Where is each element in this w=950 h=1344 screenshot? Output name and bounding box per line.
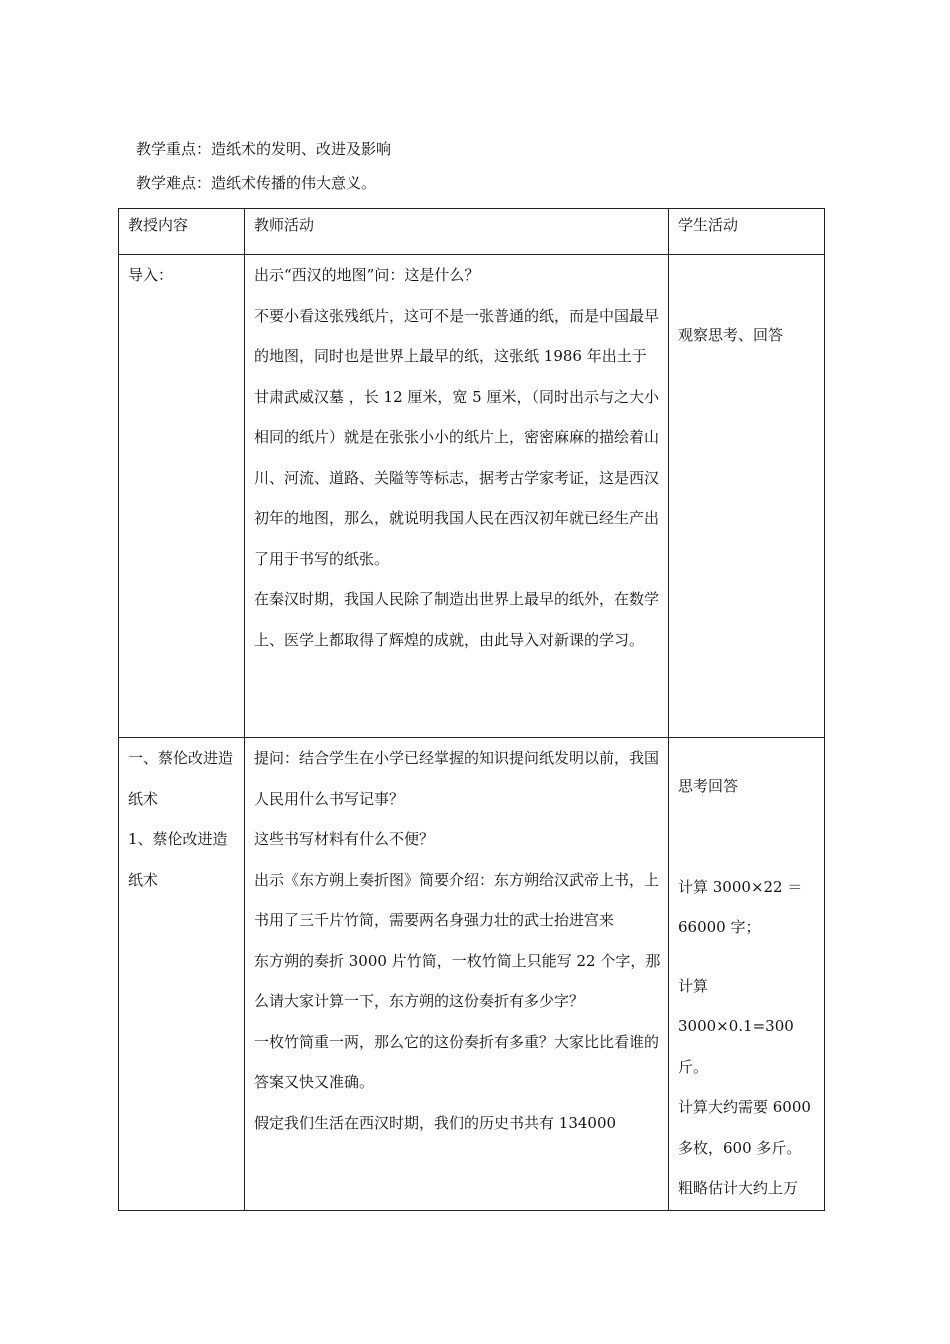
- column-header-content: 教授内容: [119, 209, 245, 255]
- student-text: 计算 3000×22 ＝66000 字；: [678, 877, 803, 936]
- table-row: [119, 255, 825, 738]
- teacher-text: 出示《东方朔上奏折图》简要介绍：东方朔给汉武帝上书，上书用了三千片竹简，需要两名身强力壮的武士抬进宫来: [254, 870, 660, 929]
- teacher-text: 提问：结合学生在小学已经掌握的知识提问纸发明以前，我国人民用什么书写记事？: [254, 749, 660, 808]
- lesson-plan-table: [118, 208, 825, 1211]
- teacher-cell: [245, 738, 669, 1211]
- teacher-text: 假定我们生活在西汉时期，我们的历史书共有 134000: [254, 1113, 617, 1132]
- table-row: [119, 738, 825, 1211]
- content-text: 一、蔡伦改进造纸术: [128, 749, 234, 808]
- column-header-student: 学生活动: [669, 209, 825, 255]
- student-text: 计算大约需要 6000 多枚，600 多斤。: [678, 1098, 811, 1157]
- table-header-row: [119, 209, 825, 255]
- column-header-teacher: 教师活动: [245, 209, 669, 255]
- content-text: 导入：: [128, 266, 174, 284]
- teaching-difficulty: 教学难点：造纸术传播的伟大意义。: [136, 174, 377, 192]
- teacher-text: 出示“西汉的地图”问：这是什么？: [254, 266, 480, 284]
- teacher-text: 不要小看这张残纸片，这可不是一张普通的纸，而是中国最早的地图，同时也是世界上最早的纸，这张纸 1986 年出土于甘肃武威汉墓 ，长 12 厘米，宽 5 厘米，（同时出示与之大小相同的纸片）就是在张张小小的纸片上，密密麻麻的描绘着山川、河流、道路、关隘等等标志，据考古学家考证，这是西汉初年的地图，那么，就说明我国人民在西汉初年就已经生产出了用于书写的纸张。: [254, 306, 660, 568]
- teacher-cell: [245, 255, 669, 738]
- student-cell: [669, 255, 825, 738]
- teacher-text: 东方朔的奏折 3000 片竹简，一枚竹简上只能写 22 个字，那么请大家计算一下，东方朔的这份奏折有多少字？: [254, 951, 661, 1010]
- student-text: 观察思考、回答: [678, 326, 784, 344]
- teacher-text: 一枚竹简重一两，那么它的这份奏折有多重？大家比比看谁的答案又快又准确。: [254, 1032, 660, 1091]
- content-cell: [119, 738, 245, 1211]
- teacher-text: 这些书写材料有什么不便？: [254, 830, 435, 848]
- teacher-text: 在秦汉时期，我国人民除了制造出世界上最早的纸外，在数学上、医学上都取得了辉煌的成就，由此导入对新课的学习。: [254, 590, 660, 649]
- student-text: 思考回答: [678, 777, 739, 795]
- content-text: 1、蔡伦改进造纸术: [128, 830, 228, 889]
- student-text: 粗略估计大约上万: [678, 1179, 799, 1197]
- student-cell: [669, 738, 825, 1211]
- content-cell: [119, 255, 245, 738]
- teaching-focus: 教学重点：造纸术的发明、改进及影响: [136, 140, 392, 158]
- student-text: 计算 3000×0.1=300 斤。: [678, 976, 794, 1076]
